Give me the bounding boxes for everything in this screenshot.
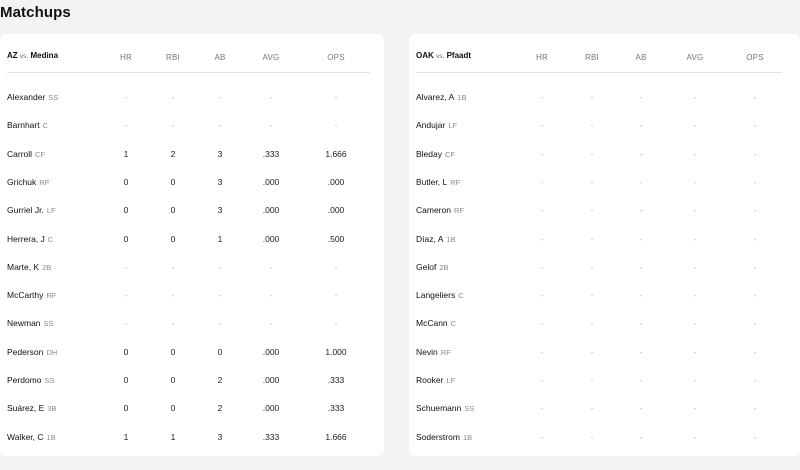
stat-rbi: 0 xyxy=(170,403,176,414)
player-name-text[interactable]: Suárez, E xyxy=(7,403,45,414)
stat-ab: - xyxy=(639,148,643,159)
stat-ab: 3 xyxy=(217,431,223,442)
stat-ab: - xyxy=(218,92,222,102)
stat-ab: - xyxy=(639,176,643,187)
player-name[interactable] xyxy=(416,262,449,272)
player-row[interactable] xyxy=(0,309,384,337)
player-position: C xyxy=(47,234,54,244)
team-name: AZ xyxy=(7,51,18,60)
stat-hr: - xyxy=(124,92,128,102)
player-row[interactable] xyxy=(0,394,384,422)
col-header-ops: OPS xyxy=(327,53,345,62)
stat-ab: - xyxy=(639,233,643,244)
player-name-text[interactable]: Walker, C xyxy=(7,431,44,442)
stat-rbi: 0 xyxy=(170,233,176,244)
player-name-text[interactable]: Andujar xyxy=(416,120,446,131)
player-name[interactable] xyxy=(416,205,464,215)
player-name-text[interactable]: Pederson xyxy=(7,346,44,357)
stat-ab: 3 xyxy=(217,148,223,159)
player-row[interactable] xyxy=(409,196,800,224)
stat-ab: 1 xyxy=(217,233,223,244)
player-position: RF xyxy=(440,347,451,357)
stat-avg: - xyxy=(693,290,697,301)
page-title: Matchups xyxy=(0,4,71,21)
player-name-text[interactable]: McCann xyxy=(416,318,448,329)
player-row[interactable] xyxy=(409,83,800,111)
player-position: DH xyxy=(46,347,58,357)
player-row[interactable] xyxy=(0,111,384,139)
matchup-header xyxy=(0,48,384,64)
matchup-label xyxy=(7,51,58,60)
stat-ops: .500 xyxy=(327,233,345,244)
col-header-ab: AB xyxy=(635,53,647,62)
player-name-text[interactable]: Alvarez, A xyxy=(416,92,455,102)
player-name-text[interactable]: Barnhart xyxy=(7,120,40,131)
stat-rbi: - xyxy=(590,346,594,357)
stat-ops: - xyxy=(753,346,757,357)
stat-ops: - xyxy=(334,92,338,102)
stat-rbi: - xyxy=(590,205,594,216)
stat-hr: 0 xyxy=(123,233,129,244)
stat-hr: 0 xyxy=(123,403,129,414)
stat-ops: - xyxy=(753,148,757,159)
stat-ops: - xyxy=(753,120,757,131)
stat-ab: - xyxy=(218,318,222,329)
stat-ops: - xyxy=(753,290,757,301)
stat-hr: - xyxy=(540,290,544,301)
player-name-text[interactable]: Grichuk xyxy=(7,176,37,187)
stat-rbi: - xyxy=(171,261,175,272)
player-row[interactable] xyxy=(409,366,800,394)
player-name[interactable] xyxy=(416,318,456,328)
stat-ab: - xyxy=(639,431,643,442)
stat-rbi: - xyxy=(590,120,594,131)
stat-ops: - xyxy=(753,431,757,442)
player-name[interactable] xyxy=(7,375,55,385)
player-row[interactable] xyxy=(409,111,800,139)
player-name[interactable] xyxy=(7,403,57,413)
stat-rbi: - xyxy=(590,290,594,301)
player-position: SS xyxy=(44,376,55,385)
stat-ab: - xyxy=(639,120,643,131)
vs-text: vs. xyxy=(436,53,445,60)
player-row[interactable] xyxy=(0,366,384,394)
stat-avg: - xyxy=(269,318,273,329)
stat-hr: - xyxy=(540,233,544,244)
player-name[interactable] xyxy=(7,234,53,244)
player-name-text[interactable]: Nevin xyxy=(416,346,438,357)
player-name-text[interactable]: Butler, L xyxy=(416,176,448,187)
player-name-text[interactable]: Newman xyxy=(7,318,41,329)
stat-rbi: - xyxy=(590,176,594,187)
player-name[interactable] xyxy=(7,290,56,300)
stat-avg: .000 xyxy=(262,205,280,216)
player-name[interactable] xyxy=(7,432,56,442)
stat-ab: 3 xyxy=(217,205,223,216)
player-position: C xyxy=(458,291,464,301)
stat-rbi: - xyxy=(171,120,175,131)
stat-hr: - xyxy=(124,261,128,272)
stat-ops: - xyxy=(334,261,338,272)
stat-ops: - xyxy=(334,290,338,301)
stat-ops: - xyxy=(334,120,338,131)
stat-avg: - xyxy=(693,346,697,357)
player-row[interactable] xyxy=(409,309,800,337)
player-position: 1B xyxy=(457,93,467,102)
stat-ab: - xyxy=(639,261,643,272)
stat-rbi: - xyxy=(590,92,594,102)
player-name[interactable] xyxy=(7,92,58,102)
player-name[interactable] xyxy=(416,290,464,300)
player-row[interactable] xyxy=(0,338,384,366)
stat-rbi: 1 xyxy=(170,431,176,442)
stat-ab: - xyxy=(639,318,643,329)
stat-ab: - xyxy=(218,261,222,272)
player-name-text[interactable]: Gelof xyxy=(416,261,437,272)
stat-ops: - xyxy=(753,205,757,216)
stat-avg: - xyxy=(269,120,273,131)
stat-ops: - xyxy=(753,318,757,329)
player-row[interactable] xyxy=(0,253,384,281)
stat-hr: - xyxy=(540,148,544,159)
player-name[interactable] xyxy=(7,318,54,328)
matchup-label xyxy=(416,51,471,60)
player-row[interactable] xyxy=(409,225,800,253)
col-header-rbi: RBI xyxy=(166,53,180,62)
stat-ops: 1.666 xyxy=(325,148,347,159)
stat-avg: - xyxy=(693,403,697,414)
player-row[interactable] xyxy=(0,225,384,253)
stat-rbi: - xyxy=(171,92,175,102)
stat-rbi: - xyxy=(590,375,594,385)
matchup-header xyxy=(409,48,800,64)
stat-ab: 0 xyxy=(217,346,223,357)
player-name[interactable] xyxy=(416,403,474,413)
player-row[interactable] xyxy=(0,196,384,224)
stat-avg: .000 xyxy=(262,233,280,244)
player-name[interactable] xyxy=(7,262,51,272)
player-position: 2B xyxy=(42,262,52,272)
stat-hr: - xyxy=(540,92,544,102)
stat-ab: 2 xyxy=(217,403,223,414)
stat-avg: .333 xyxy=(262,148,280,159)
player-position: 3B xyxy=(47,404,57,414)
player-name-text[interactable]: Soderstrom xyxy=(416,431,460,442)
stat-avg: - xyxy=(693,92,697,102)
player-row[interactable] xyxy=(0,83,384,111)
player-position: C xyxy=(42,121,49,131)
stat-hr: 1 xyxy=(123,148,129,159)
player-row[interactable] xyxy=(409,394,800,422)
player-name-text[interactable]: Alexander xyxy=(7,92,46,102)
stat-hr: - xyxy=(540,261,544,272)
player-row[interactable] xyxy=(409,168,800,196)
stat-hr: - xyxy=(540,375,544,385)
stat-rbi: - xyxy=(590,431,594,442)
stat-rbi: 2 xyxy=(170,148,176,159)
stat-rbi: - xyxy=(590,261,594,272)
player-name-text[interactable]: Herrera, J xyxy=(7,233,45,244)
player-row[interactable] xyxy=(0,168,384,196)
team-name: OAK xyxy=(416,51,434,60)
col-header-avg: AVG xyxy=(686,53,704,62)
col-header-ab: AB xyxy=(214,53,226,62)
stat-avg: .000 xyxy=(262,375,280,385)
player-name[interactable] xyxy=(416,149,455,159)
header-divider xyxy=(7,72,370,73)
col-header-hr: HR xyxy=(536,53,548,62)
stat-rbi: - xyxy=(171,318,175,329)
pitcher-name[interactable]: Medina xyxy=(30,51,59,60)
stat-rbi: - xyxy=(590,148,594,159)
stat-ab: 3 xyxy=(217,176,223,187)
player-name[interactable] xyxy=(416,120,457,130)
stat-hr: - xyxy=(124,318,128,329)
player-name-text[interactable]: Díaz, A xyxy=(416,233,444,244)
stat-rbi: - xyxy=(590,233,594,244)
player-name[interactable] xyxy=(416,347,451,357)
stat-hr: 0 xyxy=(123,205,129,216)
player-name[interactable] xyxy=(416,375,455,385)
stat-rbi: - xyxy=(590,403,594,414)
stat-ops: - xyxy=(753,233,757,244)
stat-rbi: 0 xyxy=(170,205,176,216)
stat-ops: 1.666 xyxy=(325,431,347,442)
stat-avg: - xyxy=(693,375,697,385)
stat-avg: .000 xyxy=(262,176,280,187)
stat-ab: - xyxy=(639,290,643,301)
player-name[interactable] xyxy=(416,234,456,244)
stat-ops: 1.000 xyxy=(325,346,347,357)
player-position: SS xyxy=(464,404,475,414)
stat-hr: - xyxy=(540,318,544,329)
col-header-ops: OPS xyxy=(746,53,764,62)
matchup-card-az xyxy=(0,34,384,456)
player-row[interactable] xyxy=(0,423,384,451)
player-name[interactable] xyxy=(416,432,472,442)
player-row[interactable] xyxy=(409,140,800,168)
player-position: CF xyxy=(35,149,46,159)
stat-avg: - xyxy=(693,233,697,244)
player-name[interactable] xyxy=(416,177,460,187)
stat-ab: - xyxy=(639,346,643,357)
stat-ab: - xyxy=(639,403,643,414)
stat-hr: - xyxy=(124,290,128,301)
player-position: RF xyxy=(39,177,50,187)
player-position: RF xyxy=(453,206,464,216)
stat-hr: - xyxy=(540,346,544,357)
stat-ops: - xyxy=(753,403,757,414)
player-position: SS xyxy=(43,319,54,329)
matchup-card-oak xyxy=(409,34,800,456)
stat-avg: - xyxy=(693,148,697,159)
player-position: LF xyxy=(448,121,458,131)
stat-ab: - xyxy=(639,205,643,216)
player-name-text[interactable]: McCarthy xyxy=(7,290,44,301)
player-name[interactable] xyxy=(7,205,56,215)
stat-avg: - xyxy=(693,205,697,216)
player-position: 1B xyxy=(446,234,456,244)
stat-hr: 0 xyxy=(123,176,129,187)
player-position: 1B xyxy=(46,432,56,442)
stat-ops: - xyxy=(753,92,757,102)
stat-avg: - xyxy=(693,318,697,329)
player-position: SS xyxy=(48,93,59,102)
col-header-rbi: RBI xyxy=(585,53,599,62)
col-header-avg: AVG xyxy=(262,53,280,62)
stat-ab: 2 xyxy=(217,375,223,385)
stat-avg: - xyxy=(269,92,273,102)
player-position: 1B xyxy=(462,432,473,442)
stat-ab: - xyxy=(218,120,222,131)
stat-ab: - xyxy=(218,290,222,301)
player-position: LF xyxy=(446,376,456,385)
pitcher-name[interactable]: Pfaadt xyxy=(446,51,472,60)
stat-hr: - xyxy=(540,205,544,216)
player-position: CF xyxy=(445,149,455,159)
stat-ops: .000 xyxy=(327,176,345,187)
player-row[interactable] xyxy=(409,338,800,366)
player-row[interactable] xyxy=(409,253,800,281)
player-name-text[interactable]: Gurriel Jr. xyxy=(7,205,44,216)
player-position: LF xyxy=(46,206,56,216)
stat-hr: 1 xyxy=(123,431,129,442)
stat-rbi: - xyxy=(590,318,594,329)
stat-ab: - xyxy=(639,92,643,102)
stat-avg: - xyxy=(693,120,697,131)
stat-avg: .000 xyxy=(262,346,280,357)
stat-rbi: 0 xyxy=(170,346,176,357)
stat-avg: - xyxy=(269,290,273,301)
stat-avg: - xyxy=(693,431,697,442)
stat-hr: - xyxy=(124,120,128,131)
stat-rbi: - xyxy=(171,290,175,301)
stat-hr: - xyxy=(540,176,544,187)
stat-ops: .000 xyxy=(327,205,345,216)
player-name[interactable] xyxy=(7,149,45,159)
stat-hr: - xyxy=(540,120,544,131)
stat-ab: - xyxy=(639,375,643,385)
player-row[interactable] xyxy=(409,281,800,309)
player-name[interactable] xyxy=(7,177,49,187)
player-name[interactable] xyxy=(7,347,57,357)
stat-hr: 0 xyxy=(123,346,129,357)
player-name[interactable] xyxy=(416,92,466,102)
stat-avg: .333 xyxy=(262,431,280,442)
player-position: C xyxy=(450,319,457,329)
stat-ops: .333 xyxy=(327,375,345,385)
player-row[interactable] xyxy=(409,423,800,451)
stat-hr: 0 xyxy=(123,375,129,385)
stat-ops: .333 xyxy=(327,403,345,414)
col-header-hr: HR xyxy=(120,53,132,62)
player-name-text[interactable]: Perdomo xyxy=(7,375,42,385)
player-position: RF xyxy=(450,177,461,187)
stat-ops: - xyxy=(753,261,757,272)
stat-rbi: 0 xyxy=(170,375,176,385)
stat-avg: - xyxy=(693,176,697,187)
player-name[interactable] xyxy=(7,120,48,130)
player-name-text[interactable]: Rooker xyxy=(416,375,444,385)
stat-ops: - xyxy=(334,318,338,329)
player-position: RF xyxy=(46,291,57,301)
player-name-text[interactable]: Bleday xyxy=(416,148,442,159)
vs-text: vs. xyxy=(19,53,29,60)
stat-avg: - xyxy=(693,261,697,272)
stat-ops: - xyxy=(753,375,757,385)
stat-hr: - xyxy=(540,431,544,442)
player-row[interactable] xyxy=(0,281,384,309)
player-name-text[interactable]: Cameron xyxy=(416,205,451,216)
player-name-text[interactable]: Marte, K xyxy=(7,261,40,272)
player-row[interactable] xyxy=(0,140,384,168)
stat-avg: .000 xyxy=(262,403,280,414)
player-position: 2B xyxy=(439,262,449,272)
player-name-text[interactable]: Langeliers xyxy=(416,290,456,301)
stat-avg: - xyxy=(269,261,273,272)
player-name-text[interactable]: Carroll xyxy=(7,148,33,159)
player-name-text[interactable]: Schuemann xyxy=(416,403,462,414)
stat-hr: - xyxy=(540,403,544,414)
stat-ops: - xyxy=(753,176,757,187)
header-divider xyxy=(416,72,782,73)
stat-rbi: 0 xyxy=(170,176,176,187)
